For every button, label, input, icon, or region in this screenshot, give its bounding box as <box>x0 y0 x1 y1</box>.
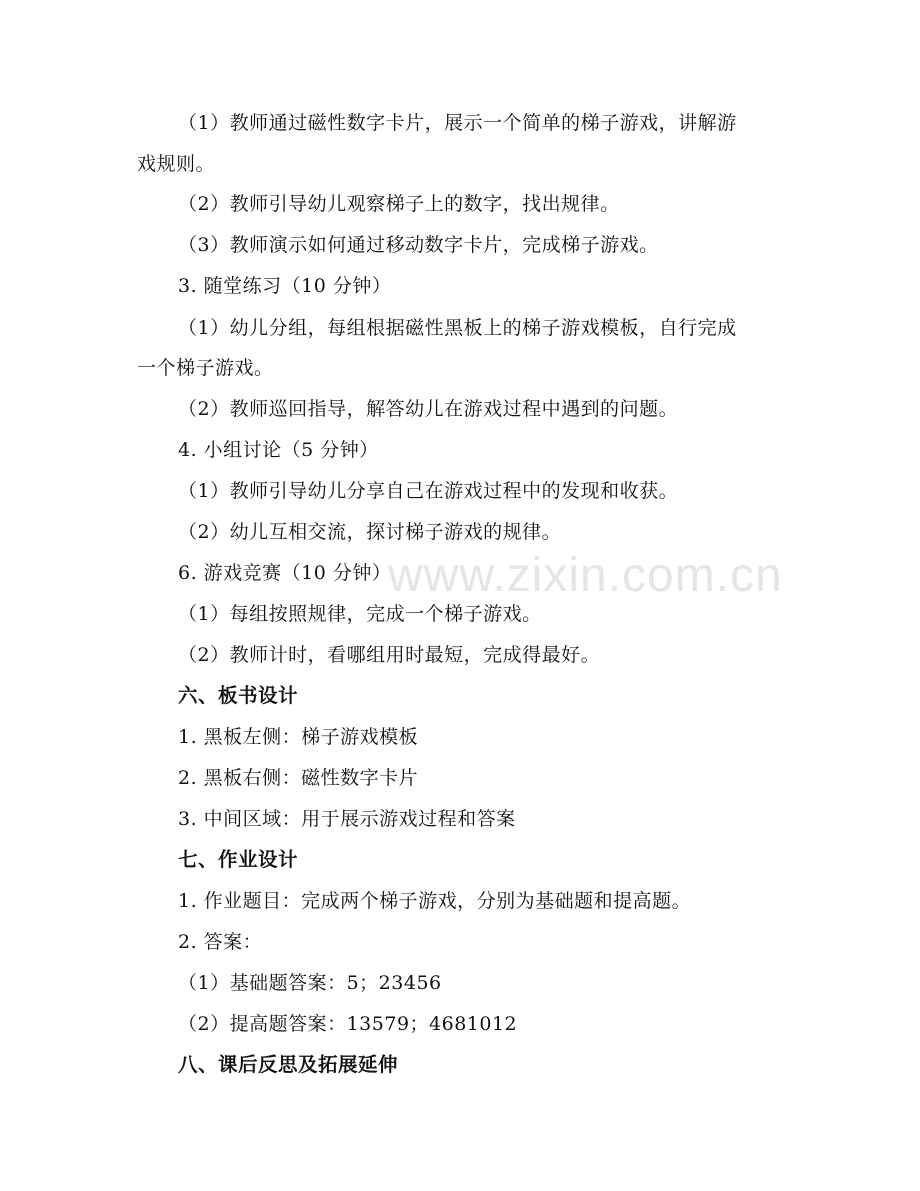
text-line: （2）教师巡回指导，解答幼儿在游戏过程中遇到的问题。 <box>178 398 679 420</box>
list-item: 3. 中间区域：用于展示游戏过程和答案 <box>178 808 516 830</box>
list-item: 1. 作业题目：完成两个梯子游戏，分别为基础题和提高题。 <box>178 890 692 912</box>
text-line: （2）幼儿互相交流，探讨梯子游戏的规律。 <box>178 521 562 543</box>
list-item: （2）提高题答案：13579；4681012 <box>178 1013 518 1035</box>
text-line: （1）幼儿分组，每组根据磁性黑板上的梯子游戏模板，自行完成 <box>178 317 737 339</box>
section-heading: 七、作业设计 <box>178 848 299 871</box>
section-heading: 六、板书设计 <box>178 684 299 707</box>
list-item: 2. 黑板右侧：磁性数字卡片 <box>178 767 419 789</box>
list-item: 2. 答案： <box>178 931 263 953</box>
text-line: （1）教师通过磁性数字卡片，展示一个简单的梯子游戏，讲解游 <box>178 112 737 134</box>
text-line: （2）教师引导幼儿观察梯子上的数字，找出规律。 <box>178 193 620 215</box>
list-item: 1. 黑板左侧：梯子游戏模板 <box>178 726 419 748</box>
text-line: （2）教师计时，看哪组用时最短，完成得最好。 <box>178 644 601 666</box>
section-step-title: 6. 游戏竞赛（10 分钟） <box>178 562 392 584</box>
text-line: （1）每组按照规律，完成一个梯子游戏。 <box>178 603 542 625</box>
list-item: （1）基础题答案：5；23456 <box>178 972 442 994</box>
section-step-title: 4. 小组讨论（5 分钟） <box>178 439 379 461</box>
text-line: 戏规则。 <box>137 153 216 175</box>
text-line: （3）教师演示如何通过移动数字卡片，完成梯子游戏。 <box>178 234 659 256</box>
watermark: www.zixin.com.cn <box>388 549 783 602</box>
section-step-title: 3. 随堂练习（10 分钟） <box>178 275 392 297</box>
section-heading: 八、课后反思及拓展延伸 <box>178 1053 399 1076</box>
text-line: （1）教师引导幼儿分享自己在游戏过程中的发现和收获。 <box>178 480 679 502</box>
text-line: 一个梯子游戏。 <box>137 357 274 379</box>
